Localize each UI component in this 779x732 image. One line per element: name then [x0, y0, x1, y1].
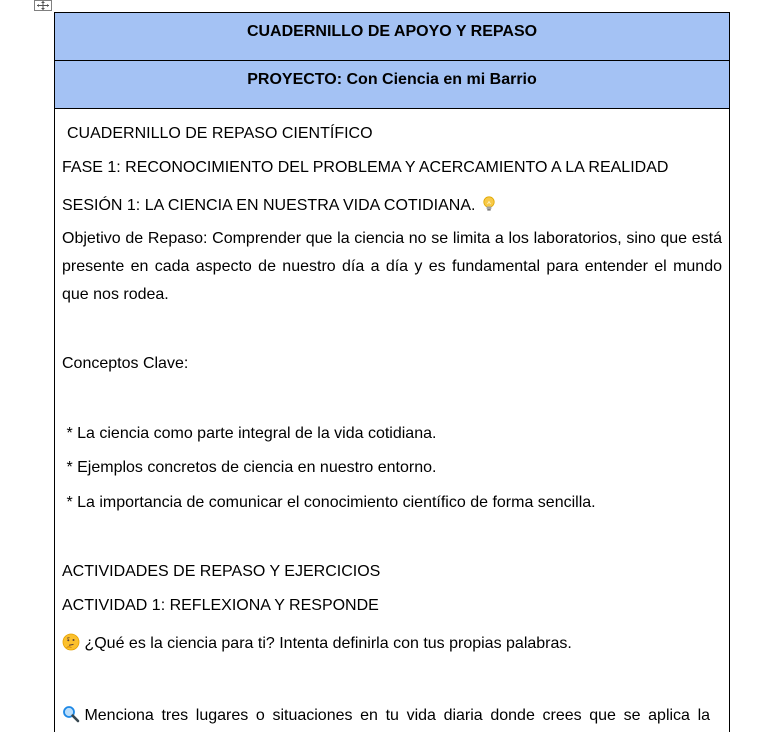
concept-item: * La ciencia como parte integral de la vida cotidiana.	[62, 425, 437, 442]
thinking-face-icon	[62, 633, 80, 651]
question-2-line	[62, 705, 724, 725]
activity-1-heading: ACTIVIDAD 1: REFLEXIONA Y RESPONDE	[62, 597, 379, 614]
question-1-text: ¿Qué es la ciencia para ti? Intenta definirla con tus propias palabras.	[84, 635, 572, 652]
table-header-title: CUADERNILLO DE APOYO Y REPASO	[55, 13, 729, 61]
document-table	[54, 12, 730, 732]
session-heading-line	[62, 195, 722, 215]
table-move-handle-icon[interactable]	[34, 0, 52, 11]
concept-item: * La importancia de comunicar el conocimiento científico de forma sencilla.	[62, 494, 596, 511]
lightbulb-icon	[480, 195, 498, 213]
question-1-line	[62, 633, 722, 653]
concept-item: * Ejemplos concretos de ciencia en nuestro entorno.	[62, 459, 437, 476]
concepts-heading: Conceptos Clave:	[62, 355, 189, 372]
activities-heading: ACTIVIDADES DE REPASO Y EJERCICIOS	[62, 563, 381, 580]
session-heading: SESIÓN 1: LA CIENCIA EN NUESTRA VIDA COTIDIANA.	[62, 197, 476, 214]
question-2-text: Menciona tres lugares o situaciones en tu vida diaria donde crees que se aplica la	[84, 707, 711, 724]
magnifying-glass-icon	[62, 705, 80, 723]
doc-title: CUADERNILLO DE REPASO CIENTÍFICO	[67, 125, 373, 142]
phase-heading: FASE 1: RECONOCIMIENTO DEL PROBLEMA Y ACERCAMIENTO A LA REALIDAD	[62, 159, 669, 176]
table-header-project: PROYECTO: Con Ciencia en mi Barrio	[55, 61, 729, 109]
objective-paragraph: Objetivo de Repaso: Comprender que la ciencia no se limita a los laboratorios, sino que está presente en cada aspecto de nuestro día a día y es fundamental para entender el mundo que nos rodea.	[62, 230, 722, 303]
